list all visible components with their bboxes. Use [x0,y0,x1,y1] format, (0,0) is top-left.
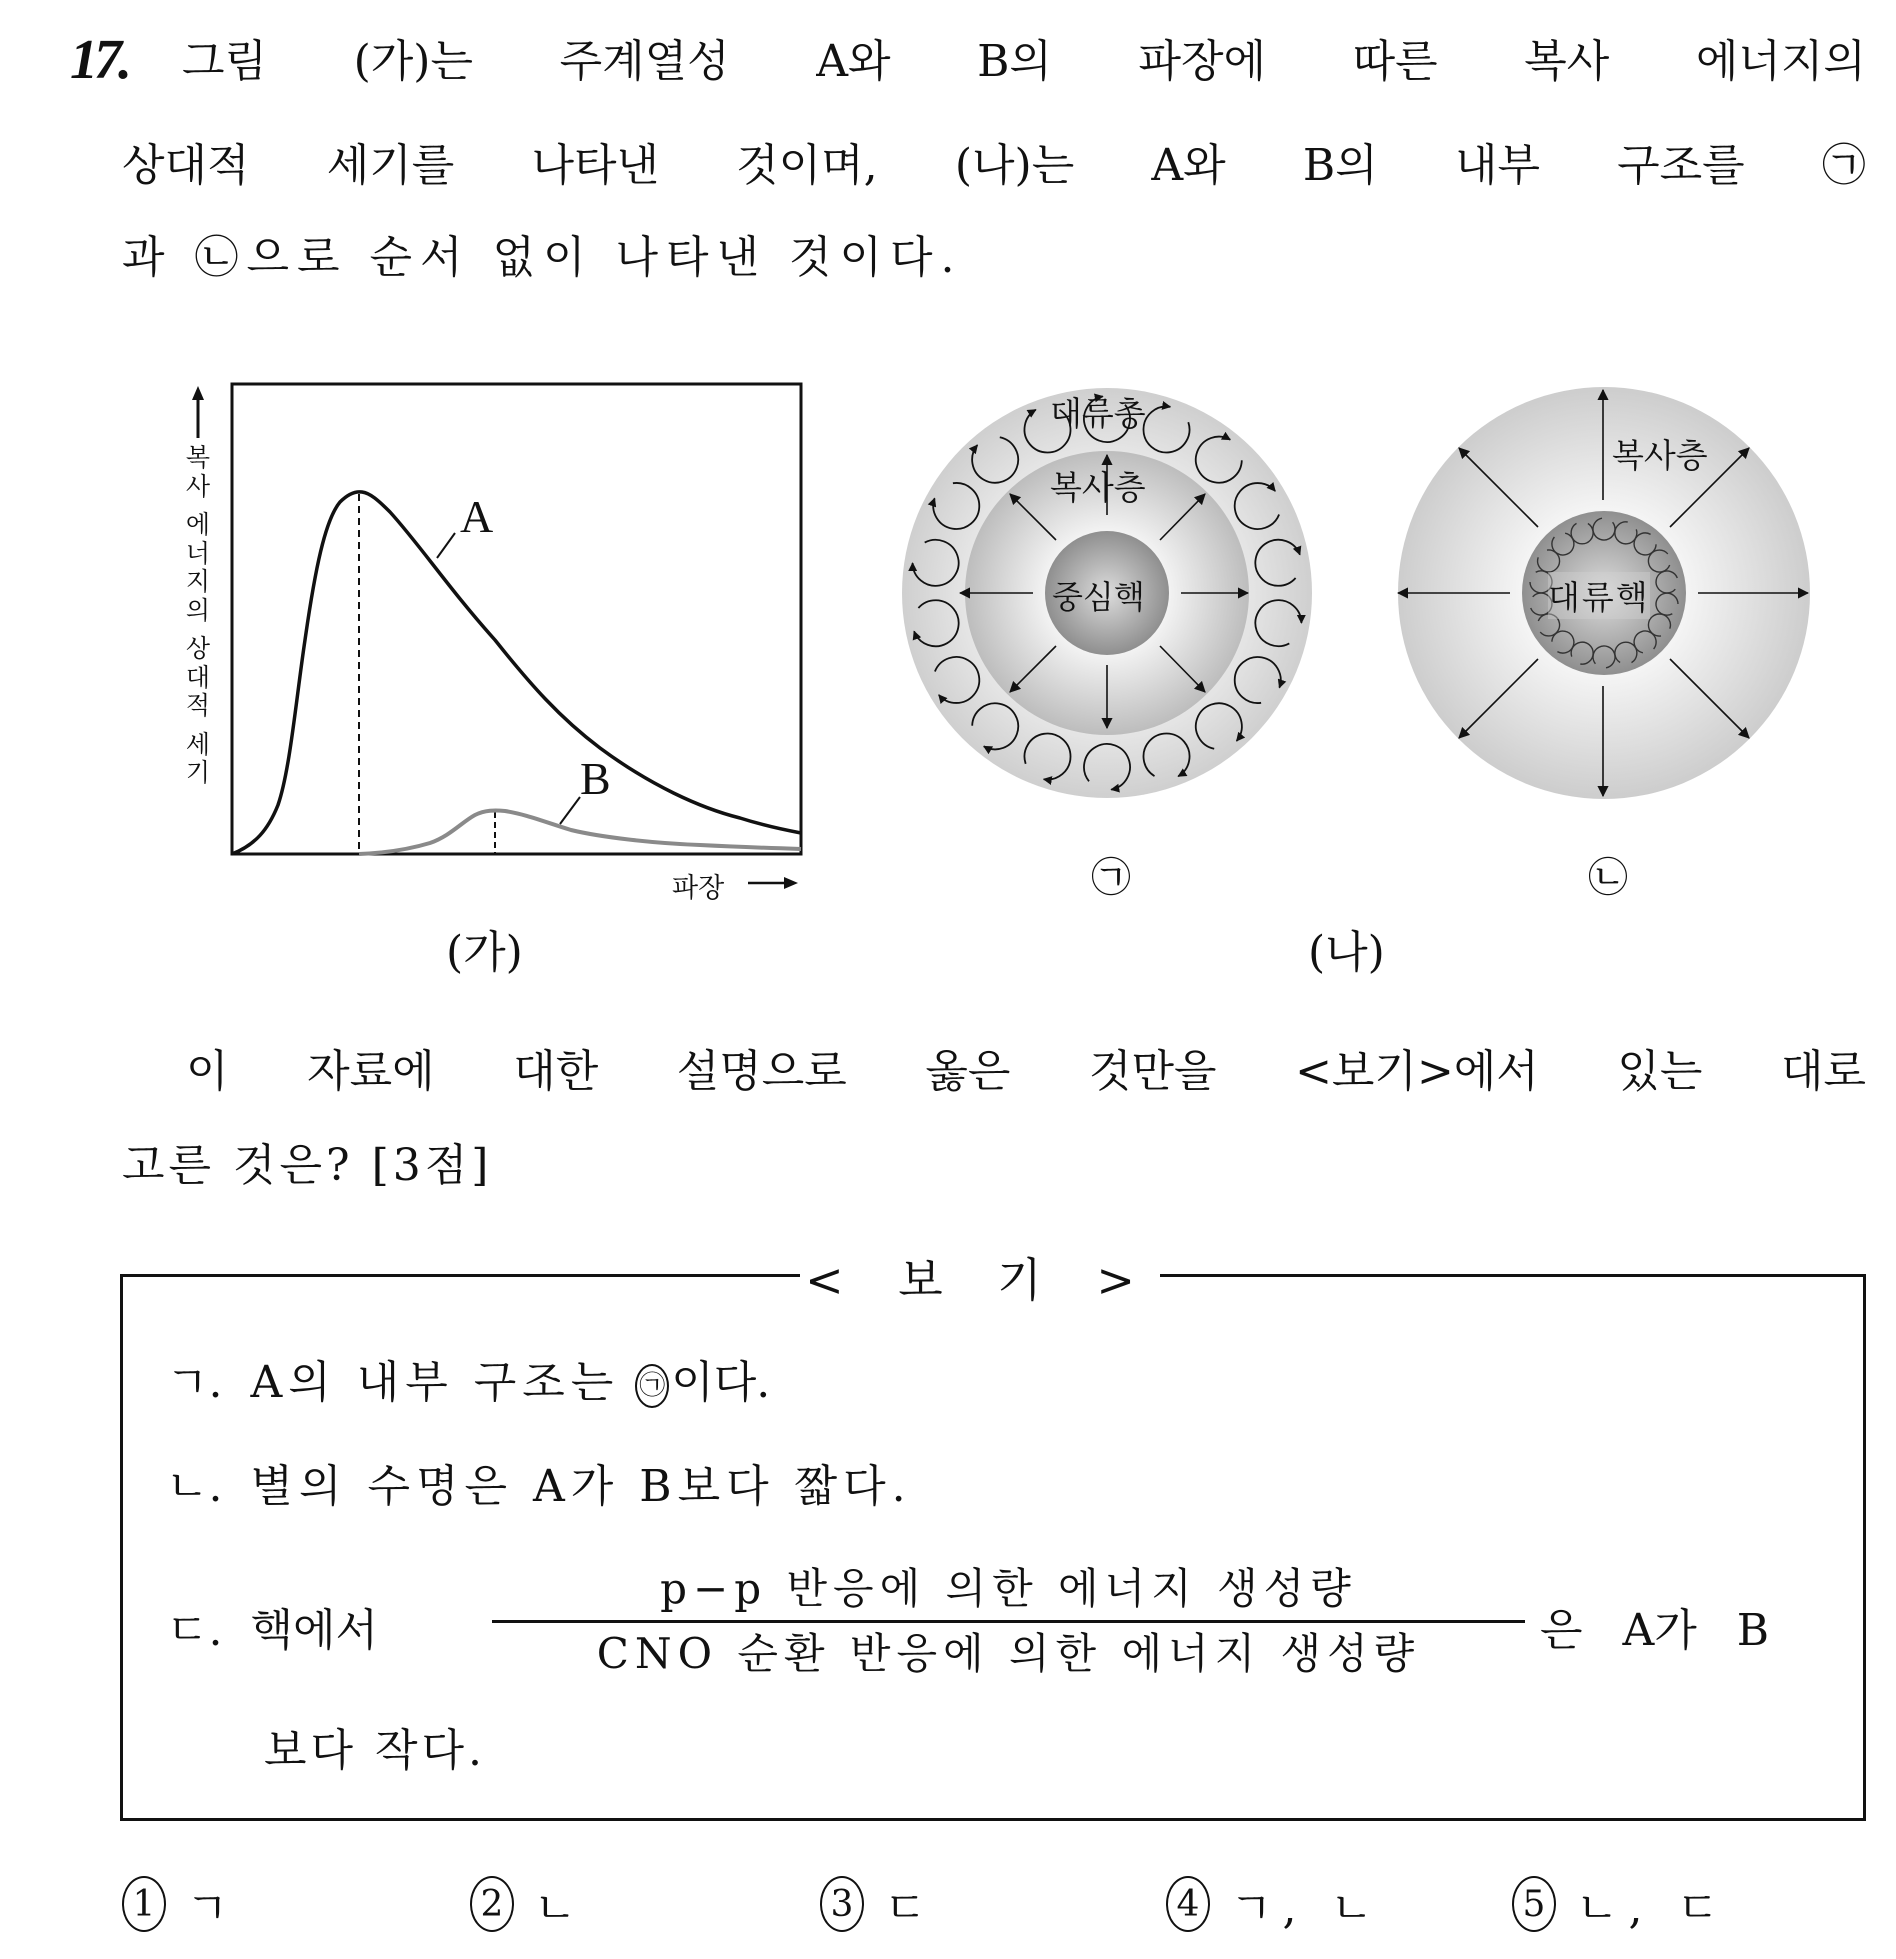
layer-label-radiative-zone: 복사층 [1050,468,1146,507]
item-text: 이다. [671,1357,771,1408]
layer-label-radiative-envelope: 복사층 [1612,436,1708,475]
circled-label-giyeok: ㉠ [635,1364,669,1408]
word: 이 [186,1046,229,1097]
bogi-item-nieun [166,1450,912,1514]
choice-number: 4 [1166,1876,1210,1932]
word: 그림 [182,36,268,87]
choice-text: ㄱ, ㄴ [1230,1883,1383,1934]
choice-number: 1 [122,1876,166,1932]
fraction-denominator: CNO 순환 반응에 의한 에너지 생성량 [596,1629,1421,1678]
question-number: 17. [70,29,128,91]
word: 상대적 [122,140,250,191]
structure-label-giyeok: ㉠ [1091,855,1131,901]
word: 자료에 [307,1046,435,1097]
choice-number: 5 [1512,1876,1556,1932]
word: <보기>에서 [1295,1046,1539,1097]
choice-text: ㄷ [884,1883,927,1934]
series-label-a: A [460,491,494,542]
word: 내부 [1454,140,1540,191]
word: (나)는 [954,140,1075,191]
bogi-item-digeut-suffix: 은 A가 B [1540,1605,1770,1656]
item-marker: ㄱ. [166,1357,223,1408]
choice-text: ㄴ, ㄷ [1576,1883,1729,1934]
fraction-bar [492,1620,1525,1623]
prompt-line-2: 고른 것은? [3점] [122,1140,493,1191]
bogi-title: < 보 기 > [800,1252,1160,1308]
fraction-numerator: p−p 반응에 의한 에너지 생성량 [660,1564,1357,1613]
word: A와 [816,36,891,87]
word: 주계열성 [559,36,730,87]
word: 옳은 [925,1046,1011,1097]
series-label-b: B [580,753,611,804]
word: 복사 [1524,36,1610,87]
word: 대로 [1780,1046,1866,1097]
figure-ga-caption: (가) [446,927,523,978]
word: 나타낸 [531,140,659,191]
bogi-item-digeut-continuation: 보다 작다. [264,1725,486,1776]
choice-5[interactable] [1512,1872,1729,1936]
choice-text: ㄴ [534,1883,577,1934]
choice-4[interactable] [1166,1872,1383,1936]
word: A와 [1151,140,1226,191]
word: 있는 [1617,1046,1703,1097]
item-text: 핵에서 [250,1605,379,1656]
item-text: 별의 수명은 A가 B보다 짧다. [250,1461,912,1512]
word: 설명으로 [676,1046,847,1097]
layer-label-convective-core: 대류핵 [1548,572,1650,619]
energy-ratio-fraction [492,1562,1525,1681]
choice-number: 2 [470,1876,514,1932]
word: 따른 [1352,36,1438,87]
word: (가)는 [353,36,473,87]
choice-1[interactable] [122,1872,229,1936]
word: 것이며, [736,140,878,191]
item-marker: ㄷ. [166,1605,223,1656]
structure-label-nieun: ㉡ [1588,855,1628,901]
word: 세기를 [326,140,455,191]
stem-line-3: 과 ㉡으로 순서 없이 나타낸 것이다. [122,232,963,283]
choice-3[interactable] [820,1872,927,1936]
word: 구조를 [1617,140,1745,191]
item-text: A의 내부 구조는 [250,1357,620,1408]
x-axis-label: 파장 [672,873,725,904]
bogi-item-digeut-marker [166,1594,378,1658]
word: 에너지의 [1695,36,1866,87]
word: 대한 [513,1046,599,1097]
word: B의 [1302,140,1378,191]
item-marker: ㄴ. [166,1461,223,1512]
layer-label-core: 중심핵 [1052,578,1145,616]
figure-na-caption: (나) [1308,927,1385,978]
choice-text: ㄱ [186,1883,229,1934]
word: B의 [977,36,1052,87]
word: 것만을 [1088,1046,1217,1097]
prompt-line-1 [186,1046,1866,1098]
word: 파장에 [1138,36,1267,87]
layer-label-convective-zone: 대류층 [1050,394,1146,433]
choice-number: 3 [820,1876,864,1932]
y-axis-label: 복 사 에 너 지 의 상 대 적 세 기 [185,443,211,787]
bogi-item-giyeok [166,1346,770,1410]
choice-2[interactable] [470,1872,577,1936]
circled-label-giyeok: ㉠ [1821,140,1866,191]
